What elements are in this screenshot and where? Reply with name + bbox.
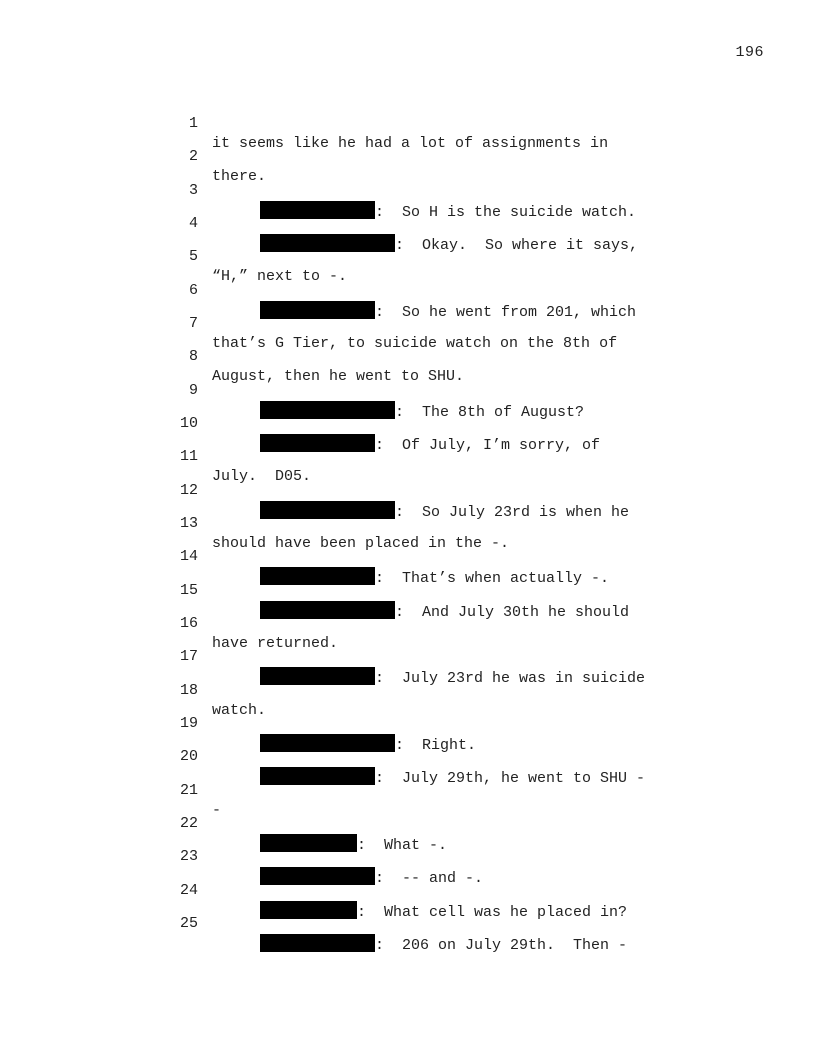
line-number: 7 bbox=[188, 315, 198, 332]
line-text: there. bbox=[212, 168, 267, 185]
transcript-line bbox=[0, 794, 816, 854]
line-number: 8 bbox=[188, 348, 198, 365]
transcript-line bbox=[0, 861, 816, 921]
line-text: should have been placed in the -. bbox=[212, 535, 510, 552]
line-text: watch. bbox=[212, 702, 267, 719]
transcript-line bbox=[0, 94, 816, 152]
line-number: 12 bbox=[179, 482, 198, 499]
line-text: - bbox=[212, 802, 222, 819]
line-number: 15 bbox=[179, 582, 198, 599]
line-text: : Of July, I’m sorry, of bbox=[375, 437, 601, 454]
transcript-line bbox=[0, 227, 816, 285]
line-number: 13 bbox=[179, 515, 198, 532]
page-number: 196 bbox=[735, 44, 764, 61]
line-text: July. D05. bbox=[212, 468, 312, 485]
line-number: 24 bbox=[179, 882, 198, 899]
line-number: 25 bbox=[179, 915, 198, 932]
redaction-bar bbox=[260, 934, 375, 952]
line-number: 16 bbox=[179, 615, 198, 632]
transcript-line bbox=[0, 694, 816, 754]
transcript-line bbox=[0, 727, 816, 787]
transcript-line bbox=[0, 761, 816, 819]
line-number: 23 bbox=[179, 848, 198, 865]
line-number: 18 bbox=[179, 682, 198, 699]
transcript-line bbox=[0, 594, 816, 652]
line-number: 19 bbox=[179, 715, 198, 732]
line-number: 17 bbox=[179, 648, 198, 665]
line-number: 10 bbox=[179, 415, 198, 432]
line-text: August, then he went to SHU. bbox=[212, 368, 465, 385]
line-number: 5 bbox=[188, 248, 198, 265]
line-number: 4 bbox=[188, 215, 198, 232]
line-text: : -- and -. bbox=[375, 870, 484, 887]
line-text: : That’s when actually -. bbox=[375, 570, 610, 587]
line-text: have returned. bbox=[212, 635, 339, 652]
transcript-line bbox=[0, 427, 816, 485]
transcript-line bbox=[0, 394, 816, 454]
line-text: : 206 on July 29th. Then - bbox=[375, 937, 628, 954]
line-text: : The 8th of August? bbox=[395, 404, 585, 421]
line-text: : July 29th, he went to SHU - bbox=[375, 770, 646, 787]
transcript-line bbox=[0, 461, 816, 521]
transcript-line bbox=[0, 161, 816, 221]
line-text: : So July 23rd is when he bbox=[395, 504, 630, 521]
line-text: : July 23rd he was in suicide bbox=[375, 670, 646, 687]
transcript-line bbox=[0, 127, 816, 185]
line-number: 14 bbox=[179, 548, 198, 565]
transcript-line bbox=[0, 294, 816, 352]
transcript-line bbox=[0, 361, 816, 421]
transcript-line bbox=[0, 894, 816, 954]
line-number: 11 bbox=[179, 448, 198, 465]
transcript-line bbox=[0, 627, 816, 687]
line-text: : And July 30th he should bbox=[395, 604, 630, 621]
line-text: : So he went from 201, which bbox=[375, 304, 637, 321]
line-number: 1 bbox=[188, 115, 198, 132]
line-number: 6 bbox=[188, 282, 198, 299]
line-text: : Right. bbox=[395, 737, 477, 754]
line-text: it seems like he had a lot of assignments in bbox=[212, 135, 609, 152]
transcript-line bbox=[0, 561, 816, 621]
transcript-line bbox=[0, 261, 816, 321]
line-number: 3 bbox=[188, 182, 198, 199]
line-number: 21 bbox=[179, 782, 198, 799]
transcript-line bbox=[0, 494, 816, 552]
line-text: : So H is the suicide watch. bbox=[375, 204, 637, 221]
transcript-line bbox=[0, 527, 816, 587]
transcript-line bbox=[0, 194, 816, 254]
line-number: 22 bbox=[179, 815, 198, 832]
line-text: : What cell was he placed in? bbox=[357, 904, 628, 921]
transcript-line bbox=[0, 661, 816, 719]
transcript-line bbox=[0, 327, 816, 385]
line-number: 9 bbox=[188, 382, 198, 399]
line-text: that’s G Tier, to suicide watch on the 8th of bbox=[212, 335, 618, 352]
line-number: 20 bbox=[179, 748, 198, 765]
line-number: 2 bbox=[188, 148, 198, 165]
line-text: : What -. bbox=[357, 837, 448, 854]
line-text: “H,” next to -. bbox=[212, 268, 348, 285]
line-text: : Okay. So where it says, bbox=[395, 237, 639, 254]
transcript-line bbox=[0, 827, 816, 887]
